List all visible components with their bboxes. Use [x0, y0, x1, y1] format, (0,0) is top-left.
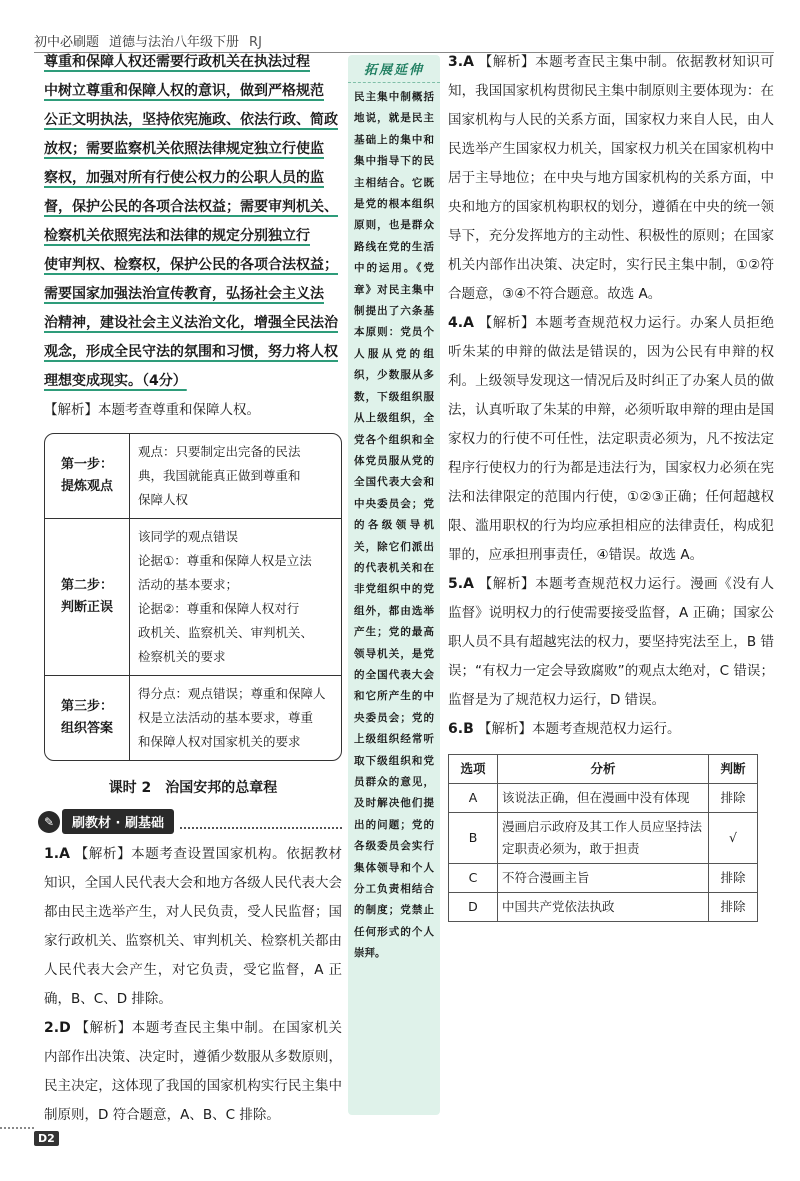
answer-line: 公正文明执法，坚持依宪施政、依法行政、简政 — [44, 112, 338, 128]
answer-line: 理想变成现实。（4分） — [44, 373, 187, 389]
table-row — [449, 813, 758, 864]
pencil-icon: ✎ — [38, 811, 60, 833]
book-title: 道德与法治八年级下册 — [109, 35, 240, 50]
analysis-note: 【解析】本题考查尊重和保障人权。 — [44, 402, 260, 418]
table-row — [449, 784, 758, 813]
question-1: 1.A 【解析】本题考查设置国家机构。依据教材知识，全国人民代表大会和地方各级人民代表大会都由民主选举产生，对人民负责，受人民监督；国家行政机关、监察机关、审判机关、检察机关都由人民代表大会产生，对它负责，受它监督，A 正确，B、C、D 排除。 — [44, 846, 342, 1007]
answer-line: 放权；需要监察机关依照法律规定独立行使监 — [44, 141, 324, 157]
table-cell: B — [449, 813, 498, 864]
answer-line: 督，保护公民的各项合法权益；需要审判机关、 — [44, 199, 338, 215]
table-cell: 不符合漫画主旨 — [498, 864, 709, 893]
table-header: 分析 — [498, 755, 709, 784]
extension-title: 拓展延伸 — [348, 55, 440, 83]
right-column — [448, 48, 774, 922]
answer-line: 中树立尊重和保障人权的意识，做到严格规范 — [44, 83, 324, 99]
analysis-table — [448, 754, 758, 922]
table-cell: C — [449, 864, 498, 893]
answer-line: 尊重和保障人权还需要行政机关在执法过程 — [44, 54, 310, 70]
table-cell: 排除 — [709, 893, 758, 922]
table-cell: 该说法正确，但在漫画中没有体现 — [498, 784, 709, 813]
question-6: 6.B 【解析】本题考查规范权力运行。 — [448, 721, 681, 737]
step-head: 第三步： 组织答案 — [45, 676, 130, 760]
answer-line: 观念，形成全民守法的氛围和习惯，努力将人权 — [44, 344, 338, 360]
table-row — [449, 893, 758, 922]
question-2: 2.D 【解析】本题考查民主集中制。在国家机关内部作出决策、决定时，遵循少数服从多数原则，民主决定，这体现了我国的国家机构实行民主集中制原则，D 符合题意，A、B、C 排除。 — [44, 1020, 343, 1123]
section-banner — [38, 809, 342, 834]
answer-line: 治精神，建设社会主义法治文化，增强全民法治 — [44, 315, 338, 331]
table-row — [449, 864, 758, 893]
lesson-title: 课时 2 治国安邦的总章程 — [108, 780, 278, 796]
extension-text: 民主集中制概括地说，就是民主基础上的集中和集中指导下的民主相结合。它既是党的根本组织原则，也是群众路线在党的生活中的运用。《党章》对民主集中制提出了六条基本原则：党员个人服从党的组织，少数服从多数，下级组织服从上级组织，全党各个组织和全体党员服从党的全国代表大会和中央委员会；党的各级领导机关，除它们派出的代表机关和在非党组织中的党组外，都由选举产生；党的最高领导机关，是党的全国代表大会和它所产生的中央委员会；党的上级组织经常听取下级组织和党员群众的意见，及时解决他们提出的问题；党的各级委员会实行集体领导和个人分工负责相结合的制度；党禁止任何形式的个人崇拜。 — [354, 91, 434, 960]
question-3: 3.A 【解析】本题考查民主集中制。依据教材知识可知，我国国家机构贯彻民主集中制原则主要体现为：在国家机构与人民的关系方面，国家权力来自人民，由人民选举产生国家权力机关，国家权力机关在国家机构中居于主导地位；在中央与地方国家机构的关系方面，中央和地方的国家机构职权的划分，遵循在中央的统一领导下，充分发挥地方的主动性、积极性的原则；在国家机关内部作出决策、决定时，实行民主集中制，①②符合题意，③④不符合题意。故选 A。 — [448, 54, 775, 302]
left-column — [44, 48, 342, 1130]
banner-divider — [180, 815, 342, 829]
answer-line: 检察机关依照宪法和法律的规定分别独立行 — [44, 228, 310, 244]
table-header: 选项 — [449, 755, 498, 784]
answer-bold-block — [44, 48, 342, 396]
table-cell: 排除 — [709, 864, 758, 893]
edition-label: RJ — [249, 35, 262, 50]
table-cell: 排除 — [709, 784, 758, 813]
steps-table — [44, 433, 342, 761]
extension-sidebar — [348, 55, 440, 1115]
answer-line: 需要国家加强法治宣传教育，弘扬社会主义法 — [44, 286, 324, 302]
table-header-row — [449, 755, 758, 784]
page-number: D2 — [34, 1131, 59, 1146]
answer-line: 使审判权、检察权，保护公民的各项合法权益； — [44, 257, 338, 273]
table-cell: A — [449, 784, 498, 813]
answer-line: 察权，加强对所有行使公权力的公职人员的监 — [44, 170, 324, 186]
step-body: 该同学的观点错误 论据①：尊重和保障人权是立法 活动的基本要求； 论据②：尊重和保障人权对行 政机关、监察机关、审判机关、 检察机关的要求 — [138, 529, 314, 664]
table-cell: √ — [709, 813, 758, 864]
step-head: 第二步： 判断正误 — [45, 519, 130, 675]
table-cell: 漫画启示政府及其工作人员应坚持法定职责必须为，敢于担责 — [498, 813, 709, 864]
step-head: 第一步： 提炼观点 — [45, 434, 130, 518]
series-title: 初中必刷题 — [34, 35, 100, 50]
step-body: 得分点：观点错误；尊重和保障人 权是立法活动的基本要求，尊重 和保障人权对国家机关的要求 — [138, 686, 326, 749]
question-4: 4.A 【解析】本题考查规范权力运行。办案人员拒绝听朱某的申辩的做法是错误的，因为公民有申辩的权利。上级领导发现这一情况后及时纠正了办案人员的做法，认真听取了朱某的申辩，必须听取申辩的理由是国家权力的行使不可任性，法定职责必须为，凡不按法定程序行使权力的行为都是违法行为，国家权力必须在宪法和法律限定的范围内行使，①②③正确；任何超越权限、滥用职权的行为均应承担相应的法律责任，构成犯罪的，应承担刑事责任，④错误。故选 A。 — [448, 315, 775, 563]
question-5: 5.A 【解析】本题考查规范权力运行。漫画《没有人监督》说明权力的行使需要接受监督，A 正确；国家公职人员不具有超越宪法的权力，要坚持宪法至上，B 错误；“有权力一定会导致腐败”的观点太绝对，C 错误；监督是为了规范权力运行，D 错误。 — [448, 576, 775, 708]
table-header: 判断 — [709, 755, 758, 784]
table-cell: D — [449, 893, 498, 922]
step-row-1 — [45, 434, 341, 519]
banner-label: 刷教材 · 刷基础 — [62, 809, 174, 834]
step-body: 观点：只要制定出完备的民法 典，我国就能真正做到尊重和 保障人权 — [138, 444, 301, 507]
step-row-2 — [45, 519, 341, 676]
table-cell: 中国共产党依法执政 — [498, 893, 709, 922]
footer-divider — [0, 1127, 34, 1129]
step-row-3 — [45, 676, 341, 760]
